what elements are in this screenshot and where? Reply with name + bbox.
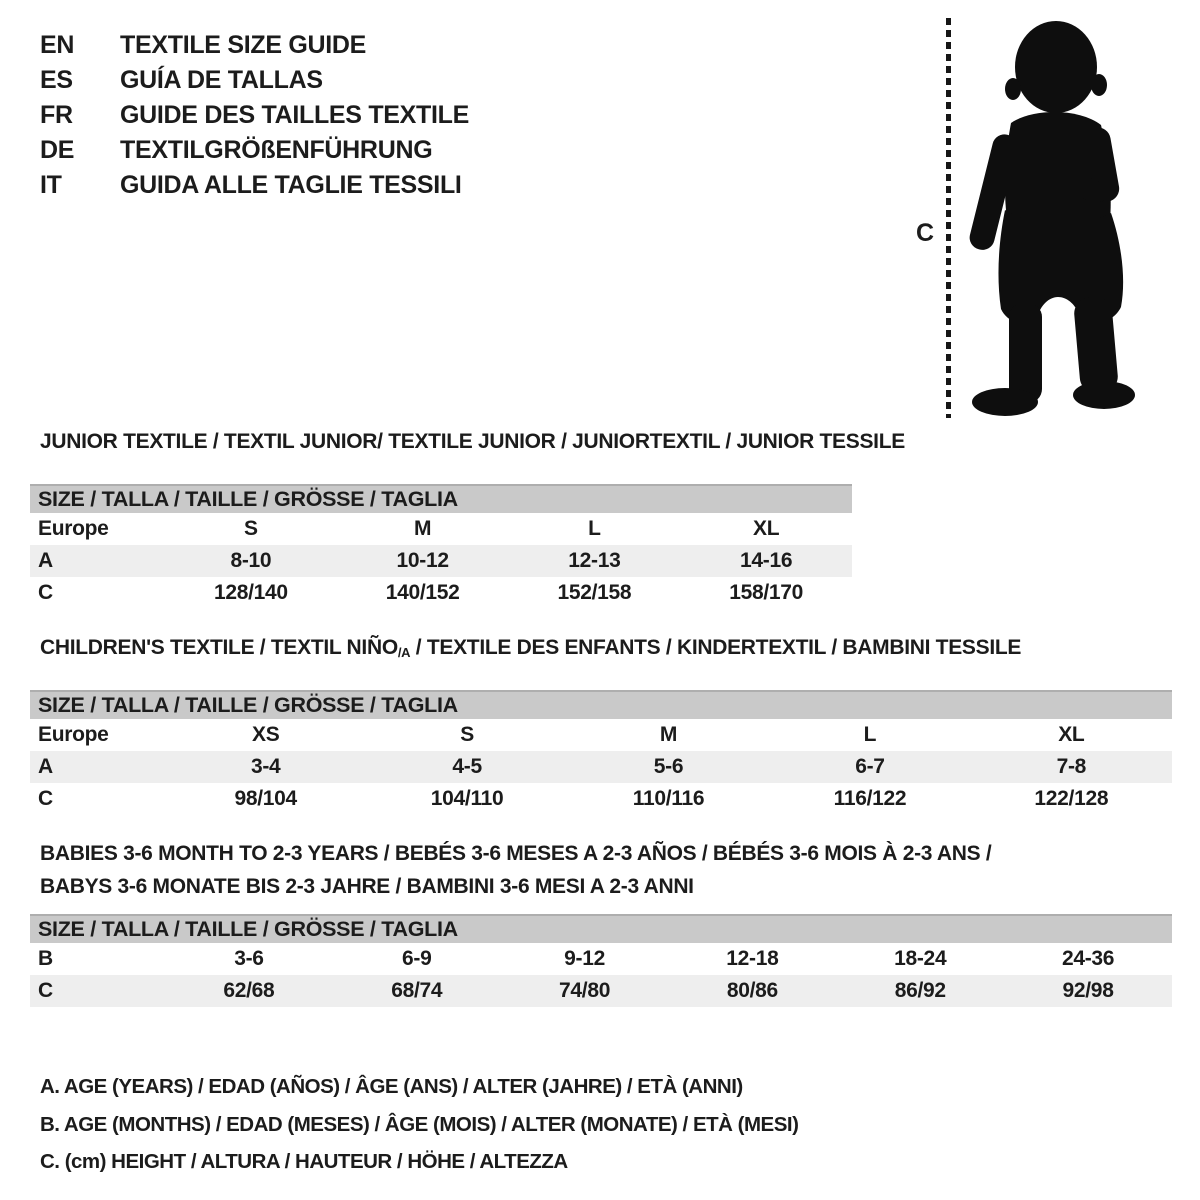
table-cell: 62/68 (223, 979, 275, 1002)
guide-title-en: TEXTILE SIZE GUIDE (120, 31, 367, 59)
lang-code-en: EN (40, 31, 75, 59)
table-cell: M (414, 517, 432, 540)
table-cell: 68/74 (391, 979, 443, 1002)
table-cell: 104/110 (430, 787, 504, 810)
row-label: C (38, 581, 53, 604)
table-row (30, 783, 1172, 815)
childrens-table-title (40, 636, 1172, 660)
junior-size-header-bar: SIZE / TALLA / TAILLE / GRÖSSE / TAGLIA (30, 484, 852, 513)
row-label: A (38, 549, 53, 572)
table-cell: XL (753, 517, 780, 540)
table-cell: L (588, 517, 601, 540)
lang-code-de: DE (40, 136, 75, 164)
table-cell: 6-9 (402, 947, 432, 970)
lang-code-es: ES (40, 66, 73, 94)
guide-title-es: GUÍA DE TALLAS (120, 66, 323, 94)
legend-line-b: B. AGE (MONTHS) / EDAD (MESES) / ÂGE (MOIS) / ALTER (MONATE) / ETÀ (MESI) (40, 1112, 799, 1136)
guide-title-fr: GUIDE DES TAILLES TEXTILE (120, 101, 470, 129)
row-label: B (38, 947, 53, 970)
table-cell: 12-18 (726, 947, 779, 970)
table-cell: S (460, 723, 474, 746)
table-cell: 18-24 (894, 947, 947, 970)
table-cell: 12-13 (568, 549, 621, 572)
lang-row-es (40, 63, 469, 98)
measure-legend (40, 1068, 798, 1181)
table-cell: 74/80 (559, 979, 611, 1002)
height-measure-dashed-line (946, 18, 951, 418)
table-cell: 122/128 (1034, 787, 1109, 810)
table-cell: 140/152 (385, 581, 460, 604)
height-measure-label: C (916, 219, 934, 247)
table-row (30, 545, 852, 577)
table-cell: L (863, 723, 877, 746)
row-label: C (38, 787, 53, 810)
childrens-textile-section (30, 636, 1172, 815)
table-cell: 6-7 (855, 755, 885, 778)
table-cell: 128/140 (213, 581, 288, 604)
language-title-block (40, 28, 469, 203)
table-cell: 8-10 (230, 549, 272, 572)
lang-row-fr (40, 98, 469, 133)
table-cell: XS (251, 723, 280, 746)
table-row (30, 719, 1172, 751)
babies-table-title-line2: BABYS 3-6 MONATE BIS 2-3 JAHRE / BAMBINI 3-6 MESI A 2-3 ANNI (40, 875, 694, 898)
table-cell: 152/158 (557, 581, 632, 604)
babies-table-title-line1: BABIES 3-6 MONTH TO 2-3 YEARS / BEBÉS 3-6 MESES A 2-3 AÑOS / BÉBÉS 3-6 MOIS À 2-3 ANS / (40, 842, 992, 865)
table-cell: 24-36 (1061, 947, 1115, 970)
lang-row-it (40, 168, 469, 203)
table-row (30, 751, 1172, 783)
table-row (30, 577, 852, 609)
guide-title-it: GUIDA ALLE TAGLIE TESSILI (120, 171, 462, 199)
table-cell: 7-8 (1056, 755, 1087, 778)
lang-code-it: IT (40, 171, 62, 199)
table-cell: XL (1058, 723, 1085, 746)
table-cell: 3-6 (234, 947, 264, 970)
table-cell: M (659, 723, 678, 746)
table-cell: 4-5 (452, 755, 482, 778)
table-cell: 14-16 (740, 549, 793, 572)
childrens-title-suffix: / TEXTILE DES ENFANTS / KINDERTEXTIL / BAMBINI TESSILE (410, 636, 1022, 659)
table-cell: 3-4 (250, 755, 281, 778)
childrens-size-header-bar: SIZE / TALLA / TAILLE / GRÖSSE / TAGLIA (30, 690, 1172, 719)
table-row (30, 975, 1172, 1007)
lang-row-de (40, 133, 469, 168)
table-cell: 10-12 (396, 549, 449, 572)
row-label: A (38, 755, 53, 778)
table-cell: 110/116 (632, 787, 705, 810)
guide-title-de: TEXTILGRÖßENFÜHRUNG (120, 136, 433, 164)
childrens-title-prefix: CHILDREN'S TEXTILE / TEXTIL NIÑO (40, 636, 398, 659)
childrens-title-subscript: /A (397, 645, 411, 660)
table-row (30, 943, 1172, 975)
lang-row-en (40, 28, 469, 63)
row-label: Europe (38, 517, 109, 540)
lang-code-fr: FR (40, 101, 73, 129)
table-cell: 80/86 (726, 979, 778, 1002)
legend-line-a: A. AGE (YEARS) / EDAD (AÑOS) / ÂGE (ANS) / ALTER (JAHRE) / ETÀ (ANNI) (40, 1075, 743, 1098)
table-cell: 92/98 (1062, 979, 1114, 1002)
table-cell: 9-12 (564, 947, 605, 970)
table-row (30, 513, 852, 545)
row-label: C (38, 979, 53, 1002)
table-cell: 98/104 (234, 787, 297, 810)
table-cell: 116/122 (833, 787, 907, 810)
legend-line-c: C. (cm) HEIGHT / ALTURA / HAUTEUR / HÖHE / ALTEZZA (40, 1150, 568, 1173)
table-cell: 158/170 (729, 581, 804, 604)
babies-textile-section (30, 842, 1172, 1007)
babies-size-header-bar: SIZE / TALLA / TAILLE / GRÖSSE / TAGLIA (30, 914, 1172, 943)
junior-table-title: JUNIOR TEXTILE / TEXTIL JUNIOR/ TEXTILE JUNIOR / JUNIORTEXTIL / JUNIOR TESSILE (40, 430, 905, 453)
row-label: Europe (38, 723, 109, 746)
table-cell: 86/92 (894, 979, 946, 1002)
table-cell: 5-6 (653, 755, 684, 778)
table-cell: S (244, 517, 258, 540)
junior-textile-section (30, 430, 905, 609)
toddler-silhouette-icon (963, 15, 1140, 420)
